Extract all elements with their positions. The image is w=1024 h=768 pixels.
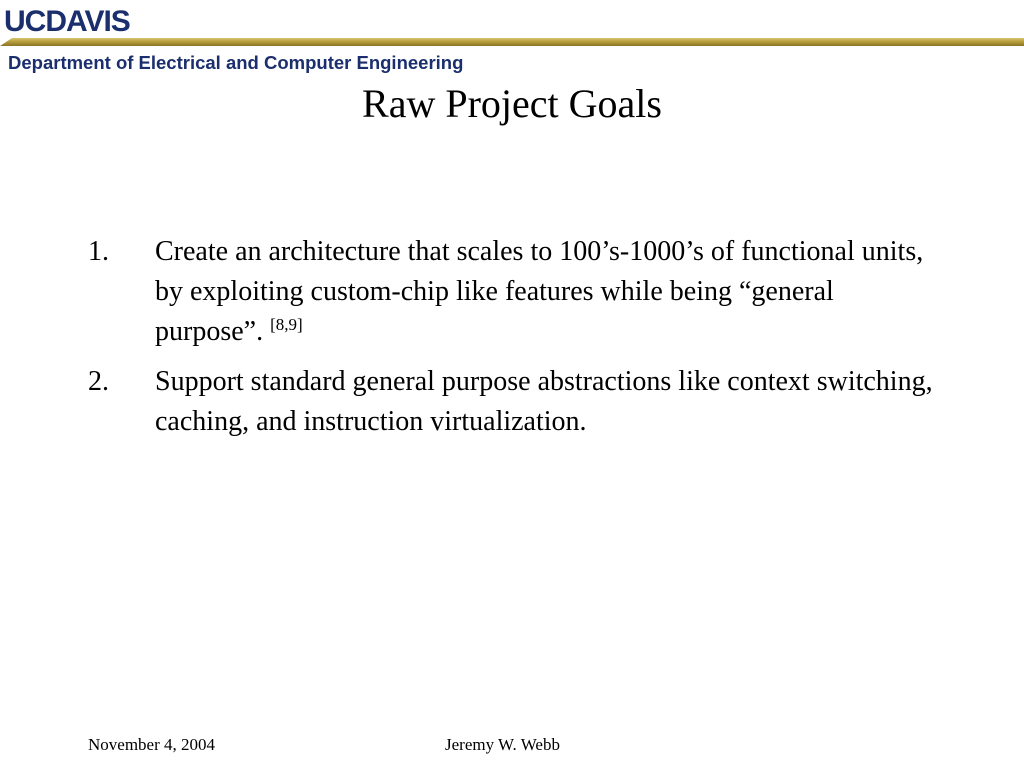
goal-text: Create an architecture that scales to 100’s-1000’s of functional units, by exploiting custom-chip like features while being “general purpose”. [155, 236, 924, 347]
goal-number: 2. [88, 366, 109, 397]
department-name: Department of Electrical and Computer Engineering [8, 52, 464, 73]
goal-text: Support standard general purpose abstractions like context switching, caching, and instruction virtualization. [155, 366, 933, 437]
ucdavis-logo [4, 6, 130, 38]
goal-item [88, 362, 948, 442]
logo-uc-text: UC [4, 5, 46, 38]
goal-reference: [8,9] [270, 315, 303, 334]
slide-title: Raw Project Goals [362, 81, 662, 126]
logo-davis-text: DAVIS [45, 5, 130, 38]
goals-list [88, 232, 948, 452]
footer-date: November 4, 2004 [88, 735, 216, 754]
goal-item [88, 232, 948, 352]
header-gold-stripe [0, 38, 1024, 46]
goal-number: 1. [88, 236, 109, 267]
footer-author: Jeremy W. Webb [445, 735, 560, 754]
